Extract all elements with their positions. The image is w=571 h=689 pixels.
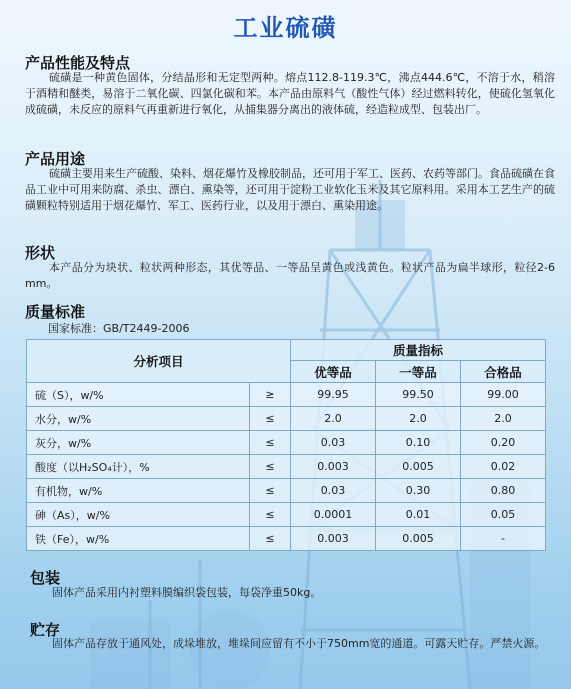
row-operator: ≤ xyxy=(250,527,291,551)
section-heading-shape: 形状 xyxy=(25,244,56,262)
row-value: 99.00 xyxy=(461,383,546,407)
section-text-uses: 硫磺主要用来生产硫酸、染料、烟花爆竹及橡胶制品，还可用于军工、医药、农药等部门。食品硫磺在食品工业中可用来防腐、杀虫、漂白、熏染等，还可用于淀粉工业软化玉米及其它原料用。采用本工艺生产的硫磺颗粒特别适用于烟花爆竹、军工、医药行业，以及用于漂白、熏染用途。 xyxy=(25,167,555,212)
row-value: 0.10 xyxy=(376,431,461,455)
row-item-name: 酸度（以H₂SO₄计），% xyxy=(27,455,250,479)
row-value: 0.003 xyxy=(291,527,376,551)
row-value: 0.20 xyxy=(461,431,546,455)
row-value: 0.003 xyxy=(291,455,376,479)
row-value: 2.0 xyxy=(291,407,376,431)
section-text-shape: 本产品分为块状、粒状两种形态，其优等品、一等品呈黄色或浅黄色。粒状产品为扁半球形，粒径2-6 mm。 xyxy=(25,261,555,290)
section-text-storage: 固体产品存放于通风处，成垛堆放，堆垛间应留有不小于750mm宽的通道。可露天贮存。严禁火源。 xyxy=(52,637,546,650)
table-row xyxy=(27,407,546,431)
section-heading-packaging: 包装 xyxy=(30,569,61,587)
row-value: 0.80 xyxy=(461,479,546,503)
row-item-name: 水分，w/% xyxy=(27,407,250,431)
col-header-grade: 优等品 xyxy=(291,361,376,383)
row-value: 0.01 xyxy=(376,503,461,527)
row-value: 99.95 xyxy=(291,383,376,407)
row-item-name: 砷（As），w/% xyxy=(27,503,250,527)
section-text-packaging: 固体产品采用内衬塑料膜编织袋包装，每袋净重50kg。 xyxy=(52,586,322,599)
row-item-name: 灰分，w/% xyxy=(27,431,250,455)
row-value: 2.0 xyxy=(376,407,461,431)
quality-standard-table xyxy=(26,339,546,551)
section-text-properties: 硫磺是一种黄色固体，分结晶形和无定型两种。熔点112.8-119.3℃，沸点444.6℃，不溶于水，稍溶于酒精和醚类，易溶于二氧化碳、四氯化碳和苯。本产品由原料气（酸性气体）经过燃料转化，使硫化氢氧化成硫磺，未反应的原料气再重新进行氧化，从捕集器分离出的液体硫，经造粒成型、包装出厂。 xyxy=(25,71,555,116)
row-value: 0.0001 xyxy=(291,503,376,527)
row-item-name: 有机物，w/% xyxy=(27,479,250,503)
row-value: 0.05 xyxy=(461,503,546,527)
table-row xyxy=(27,479,546,503)
row-value: 99.50 xyxy=(376,383,461,407)
row-operator: ≤ xyxy=(250,407,291,431)
table-row xyxy=(27,431,546,455)
row-value: - xyxy=(461,527,546,551)
row-value: 0.005 xyxy=(376,455,461,479)
table-row xyxy=(27,455,546,479)
table-row xyxy=(27,527,546,551)
section-heading-storage: 贮存 xyxy=(30,621,61,639)
row-operator: ≥ xyxy=(250,383,291,407)
table-row xyxy=(27,503,546,527)
row-operator: ≤ xyxy=(250,479,291,503)
col-header-item: 分析项目 xyxy=(27,340,291,383)
row-value: 2.0 xyxy=(461,407,546,431)
row-value: 0.005 xyxy=(376,527,461,551)
row-item-name: 铁（Fe），w/% xyxy=(27,527,250,551)
section-heading-uses: 产品用途 xyxy=(25,150,86,168)
row-operator: ≤ xyxy=(250,431,291,455)
national-standard-label: 国家标准：GB/T2449-2006 xyxy=(48,322,190,335)
section-heading-quality: 质量标准 xyxy=(25,303,86,321)
section-heading-properties: 产品性能及特点 xyxy=(25,54,131,72)
row-operator: ≤ xyxy=(250,503,291,527)
row-value: 0.03 xyxy=(291,431,376,455)
row-operator: ≤ xyxy=(250,455,291,479)
row-item-name: 硫（S），w/% xyxy=(27,383,250,407)
col-header-grade: 一等品 xyxy=(376,361,461,383)
page-title: 工业硫磺 xyxy=(233,14,338,42)
row-value: 0.02 xyxy=(461,455,546,479)
col-header-grade: 合格品 xyxy=(461,361,546,383)
col-header-group: 质量指标 xyxy=(291,340,546,361)
row-value: 0.03 xyxy=(291,479,376,503)
row-value: 0.30 xyxy=(376,479,461,503)
table-row xyxy=(27,383,546,407)
